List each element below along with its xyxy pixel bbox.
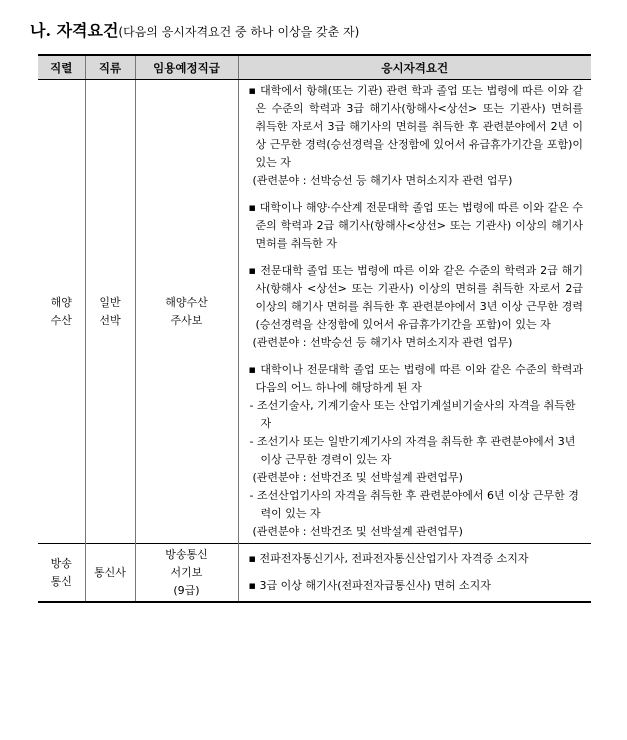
series-cell: 해양 수산: [38, 80, 85, 544]
section-subtitle: (다음의 응시자격요건 중 하나 이상을 갖춘 자): [118, 25, 360, 39]
section-heading: [30, 18, 359, 41]
table-header-row: [38, 55, 591, 80]
requirement-item: ▪ 대학이나 전문대학 졸업 또는 법령에 따른 이와 같은 수준의 학력과 다음의 어느 하나에 해당하게 된 자: [248, 363, 583, 394]
table-row: [38, 80, 591, 544]
grade-cell: 해양수산 주사보: [135, 80, 238, 544]
requirement-item: ▪ 대학에서 항해(또는 기관) 관련 학과 졸업 또는 법령에 따른 이와 같은 수준의 학력과 3급 해기사(항해사<상선> 또는 기관사) 면허를 취득한 자로서 3급 해기사의 면허를 취득한 후 관련분야에서 2년 이상 근무한 경력(승선경력을 산정함에 있어서 유급휴가기간을 포함)이 있는 자: [248, 84, 583, 169]
requirement-note: (관련분야 : 선박승선 등 해기사 면허소지자 관련 업무): [252, 174, 513, 187]
requirements-cell: [238, 544, 591, 603]
requirements-table: [38, 54, 591, 603]
table-row: [38, 544, 591, 603]
requirement-item: ▪ 3급 이상 해기사(전파전자급통신사) 면허 소지자: [248, 579, 491, 592]
requirements-cell: [238, 80, 591, 544]
requirement-item: ▪ 전파전자통신기사, 전파전자통신산업기사 자격증 소지자: [248, 552, 529, 565]
requirement-item: ▪ 대학이나 해양·수산계 전문대학 졸업 또는 법령에 따른 이와 같은 수준의 학력과 2급 해기사(항해사<상선> 또는 기관사) 이상의 해기사면허를 취득한 자: [248, 201, 583, 250]
section-title: 나. 자격요건: [30, 21, 119, 40]
requirement-item: ▪ 전문대학 졸업 또는 법령에 따른 이와 같은 수준의 학력과 2급 해기사(항해사 <상선> 또는 기관사) 이상의 면허를 취득한 자로서 2급 이상의 해기사 면허를 취득한 후 관련분야에서 3년 이상 근무한 경력(승선경력을 산정함에 있어서 유급휴가기간을 포함)이 있는 자: [248, 264, 583, 331]
requirement-note: (관련분야 : 선박건조 및 선박설계 관련업무): [252, 525, 463, 538]
header-requirements: 응시자격요건: [238, 55, 591, 80]
requirement-note: (관련분야 : 선박건조 및 선박설계 관련업무): [252, 471, 463, 484]
header-class: 직류: [85, 55, 135, 80]
requirement-note: (관련분야 : 선박승선 등 해기사 면허소지자 관련 업무): [252, 336, 513, 349]
requirement-subitem: - 조선기술사, 기계기술사 또는 산업기계설비기술사의 자격을 취득한 자: [249, 399, 576, 430]
requirement-subitem: - 조선산업기사의 자격을 취득한 후 관련분야에서 6년 이상 근무한 경력이 있는 자: [249, 489, 579, 520]
class-cell: 통신사: [85, 544, 135, 603]
class-cell: 일반 선박: [85, 80, 135, 544]
requirement-subitem: - 조선기사 또는 일반기계기사의 자격을 취득한 후 관련분야에서 3년 이상 근무한 경력이 있는 자: [249, 435, 576, 466]
grade-cell: 방송통신 서기보 (9급): [135, 544, 238, 603]
header-grade: 임용예정직급: [135, 55, 238, 80]
header-series: 직렬: [38, 55, 85, 80]
series-cell: 방송 통신: [38, 544, 85, 603]
